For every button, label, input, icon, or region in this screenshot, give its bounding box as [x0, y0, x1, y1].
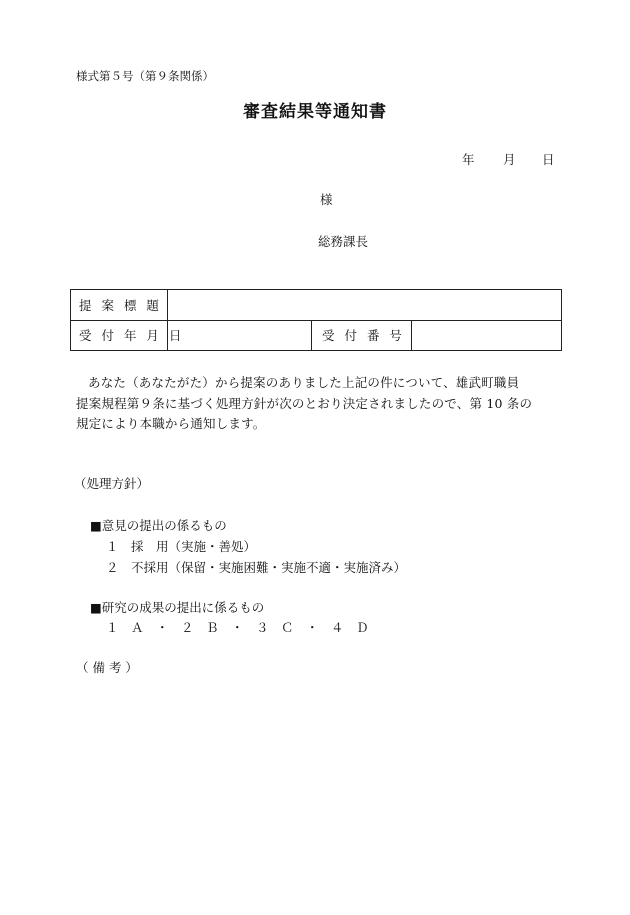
date-day-label: 日	[542, 152, 555, 167]
research-grade-options: １ Ａ ・ ２ Ｂ ・ ３ Ｃ ・ ４ Ｄ	[106, 620, 369, 635]
option-adopted: １ 採 用（実施・善処）	[106, 539, 257, 554]
proposal-title-label: 提 案 標 題	[71, 290, 168, 321]
proposal-title-field[interactable]	[168, 290, 562, 321]
option-not-adopted: ２ 不採用（保留・実施困難・実施不適・実施済み）	[106, 560, 407, 575]
received-number-label: 受 付 番 号	[312, 320, 412, 351]
issuer: 総務課長	[318, 234, 369, 249]
form-number: 様式第５号（第９条関係）	[76, 69, 214, 83]
body-text-line-3: 規定により本職から通知します。	[76, 416, 266, 431]
body-text-line-2: 提案規程第９条に基づく処理方針が次のとおり決定されましたので、第 10 条の	[76, 396, 533, 411]
section-opinion-title: ■意見の提出の係るもの	[90, 518, 227, 533]
body-text-line-1: あなた（あなたがた）から提案のありました上記の件について、雄武町職員	[88, 375, 520, 390]
section-research-title: ■研究の成果の提出に係るもの	[90, 600, 265, 615]
received-number-field[interactable]	[412, 320, 562, 351]
policy-heading: （処理方針）	[74, 476, 150, 491]
date-month-label: 月	[503, 152, 516, 167]
document-title: 審査結果等通知書	[243, 102, 387, 122]
table-row	[71, 320, 562, 351]
addressee-suffix: 様	[320, 192, 333, 207]
received-date-field[interactable]	[168, 320, 312, 351]
date-year-label: 年	[462, 152, 475, 167]
table-row	[71, 290, 562, 321]
remarks-label: （ 備 考 ）	[76, 660, 138, 675]
proposal-info-table	[70, 289, 562, 351]
received-date-label: 受 付 年 月 日	[71, 320, 168, 351]
